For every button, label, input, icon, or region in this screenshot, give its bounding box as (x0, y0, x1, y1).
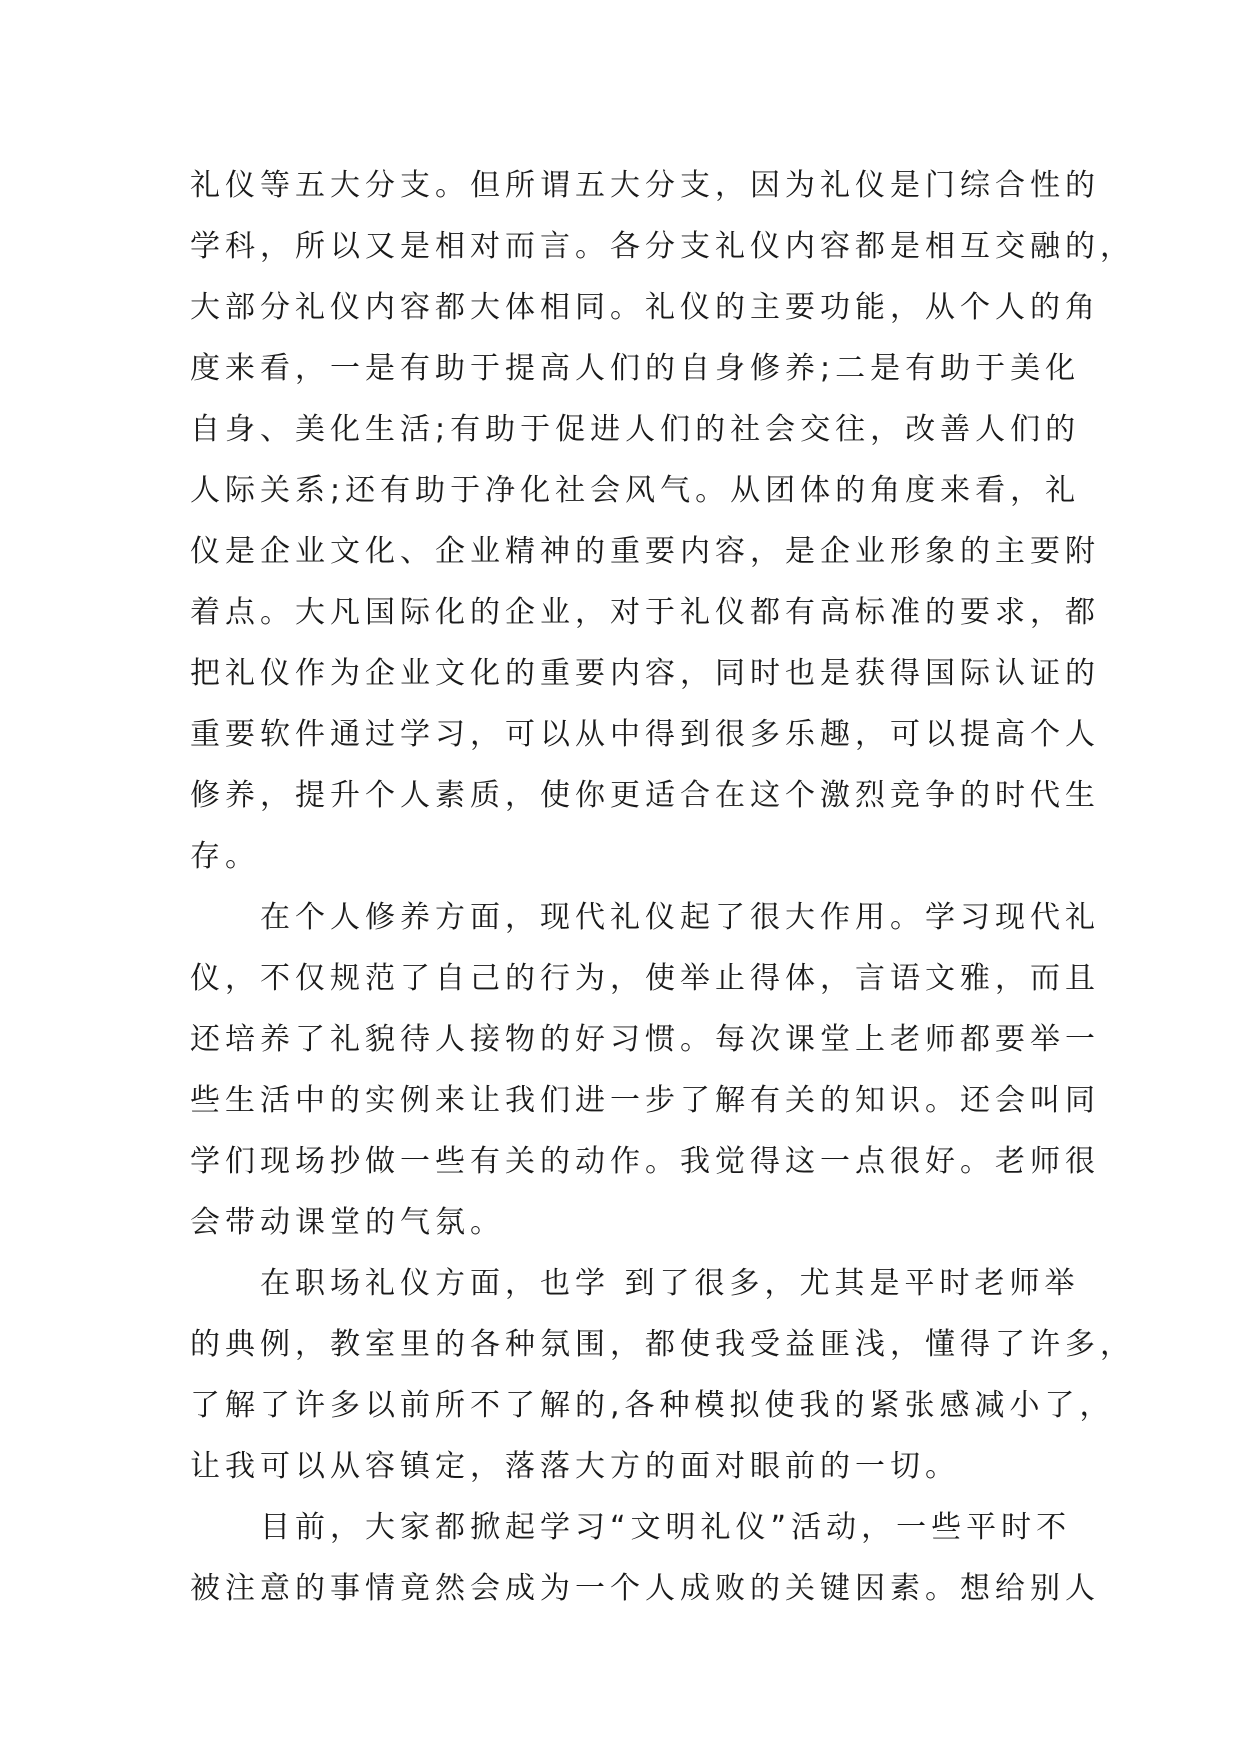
text-line: 仪是企业文化、企业精神的重要内容，是企业形象的主要附 (190, 534, 1100, 569)
text-line: 在职场礼仪方面，也学 到了很多，尤其是平时老师举 (190, 1266, 1080, 1301)
text-line: 目前，大家都掀起学习“文明礼仪”活动，一些平时不 (190, 1510, 1072, 1545)
text-line: 人际关系;还有助于净化社会风气。从团体的角度来看，礼 (190, 473, 1081, 508)
text-line: 被注意的事情竟然会成为一个人成败的关键因素。想给别人 (190, 1571, 1100, 1606)
body-text (190, 155, 1135, 1619)
text-line: 存。 (190, 839, 260, 874)
text-line: 些生活中的实例来让我们进一步了解有关的知识。还会叫同 (190, 1083, 1100, 1118)
text-line: 着点。大凡国际化的企业，对于礼仪都有高标准的要求，都 (190, 595, 1100, 630)
text-line: 让我可以从容镇定，落落大方的面对眼前的一切。 (190, 1449, 960, 1484)
text-line: 会带动课堂的气氛。 (190, 1205, 505, 1240)
text-line: 学科，所以又是相对而言。各分支礼仪内容都是相互交融的， (190, 229, 1135, 264)
text-line: 度来看，一是有助于提高人们的自身修养;二是有助于美化 (190, 351, 1081, 386)
text-line: 了解了许多以前所不了解的,各种模拟使我的紧张感减小了， (190, 1388, 1115, 1423)
text-line: 还培养了礼貌待人接物的好习惯。每次课堂上老师都要举一 (190, 1022, 1100, 1057)
text-line: 大部分礼仪内容都大体相同。礼仪的主要功能，从个人的角 (190, 290, 1100, 325)
text-line: 修养，提升个人素质，使你更适合在这个激烈竞争的时代生 (190, 778, 1100, 813)
text-line: 仪，不仅规范了自己的行为，使举止得体，言语文雅，而且 (190, 961, 1100, 996)
text-line: 重要软件通过学习，可以从中得到很多乐趣，可以提高个人 (190, 717, 1100, 752)
text-line: 礼仪等五大分支。但所谓五大分支，因为礼仪是门综合性的 (190, 168, 1100, 203)
text-line: 的典例，教室里的各种氛围，都使我受益匪浅，懂得了许多， (190, 1327, 1135, 1362)
text-line: 自身、美化生活;有助于促进人们的社会交往，改善人们的 (190, 412, 1081, 447)
text-line: 在个人修养方面，现代礼仪起了很大作用。学习现代礼 (190, 900, 1100, 935)
text-line: 学们现场抄做一些有关的动作。我觉得这一点很好。老师很 (190, 1144, 1100, 1179)
text-line: 把礼仪作为企业文化的重要内容，同时也是获得国际认证的 (190, 656, 1100, 691)
